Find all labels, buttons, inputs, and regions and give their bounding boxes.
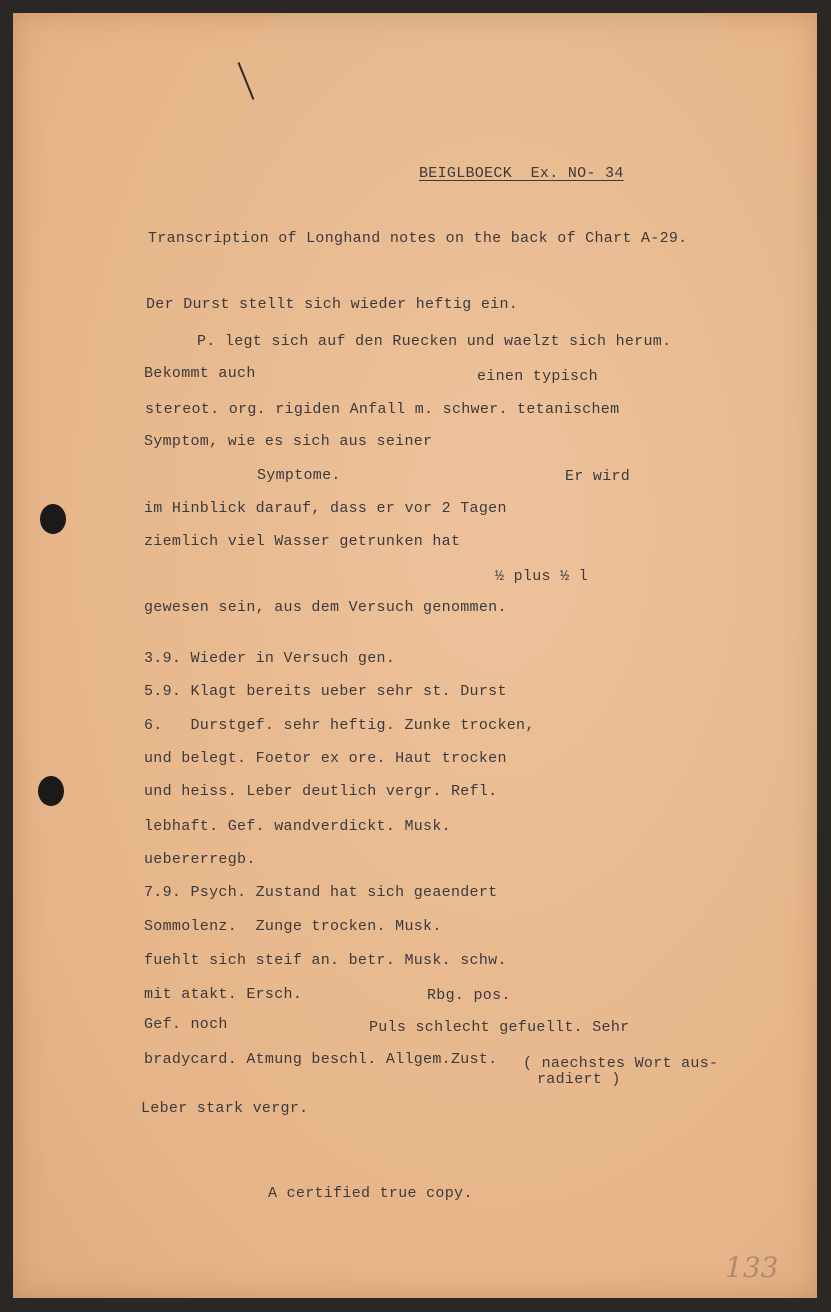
text-line: Er wird xyxy=(565,468,631,485)
text-line: Leber stark vergr. xyxy=(141,1100,309,1117)
text-line: gewesen sein, aus dem Versuch genommen. xyxy=(144,599,507,616)
text-line: Der Durst stellt sich wieder heftig ein. xyxy=(146,296,519,313)
text-line: bradycard. Atmung beschl. Allgem.Zust. xyxy=(144,1051,498,1068)
text-line: Gef. noch xyxy=(144,1016,228,1033)
document-title: Transcription of Longhand notes on the back of Chart A-29. xyxy=(148,230,688,247)
text-line: 5.9. Klagt bereits ueber sehr st. Durst xyxy=(144,683,507,700)
text-line: P. legt sich auf den Ruecken und waelzt sich herum. xyxy=(197,333,672,350)
text-line: fuehlt sich steif an. betr. Musk. schw. xyxy=(144,952,507,969)
text-line: uebererregb. xyxy=(144,851,256,868)
text-line: mit atakt. Ersch. xyxy=(144,986,303,1003)
punch-hole xyxy=(38,776,64,806)
text-line: einen typisch xyxy=(477,368,598,385)
text-line: 7.9. Psych. Zustand hat sich geaendert xyxy=(144,884,498,901)
punch-hole xyxy=(40,504,66,534)
text-line: 3.9. Wieder in Versuch gen. xyxy=(144,650,396,667)
text-line: ( naechstes Wort aus- xyxy=(523,1055,719,1072)
certification-footer: A certified true copy. xyxy=(268,1185,473,1202)
text-line: Puls schlecht gefuellt. Sehr xyxy=(369,1019,630,1036)
document-page xyxy=(13,13,817,1298)
text-line: und belegt. Foetor ex ore. Haut trocken xyxy=(144,750,507,767)
text-line: 6. Durstgef. sehr heftig. Zunke trocken, xyxy=(144,717,535,734)
ink-mark xyxy=(238,62,255,100)
text-line: Symptome. xyxy=(257,467,341,484)
text-line: Bekommt auch xyxy=(144,365,256,382)
text-line: stereot. org. rigiden Anfall m. schwer. tetanischem xyxy=(145,401,620,418)
text-line: ½ plus ½ l xyxy=(495,568,589,585)
text-line: im Hinblick darauf, dass er vor 2 Tagen xyxy=(144,500,507,517)
text-line: Rbg. pos. xyxy=(427,987,511,1004)
text-line: radiert ) xyxy=(537,1071,621,1088)
document-header: BEIGLBOECK Ex. NO- 34 xyxy=(419,165,624,182)
text-line: lebhaft. Gef. wandverdickt. Musk. xyxy=(144,818,451,835)
text-line: ziemlich viel Wasser getrunken hat xyxy=(144,533,461,550)
page-number: 133 xyxy=(725,1251,779,1284)
text-line: und heiss. Leber deutlich vergr. Refl. xyxy=(144,783,498,800)
text-line: Sommolenz. Zunge trocken. Musk. xyxy=(144,918,442,935)
text-line: Symptom, wie es sich aus seiner xyxy=(144,433,433,450)
